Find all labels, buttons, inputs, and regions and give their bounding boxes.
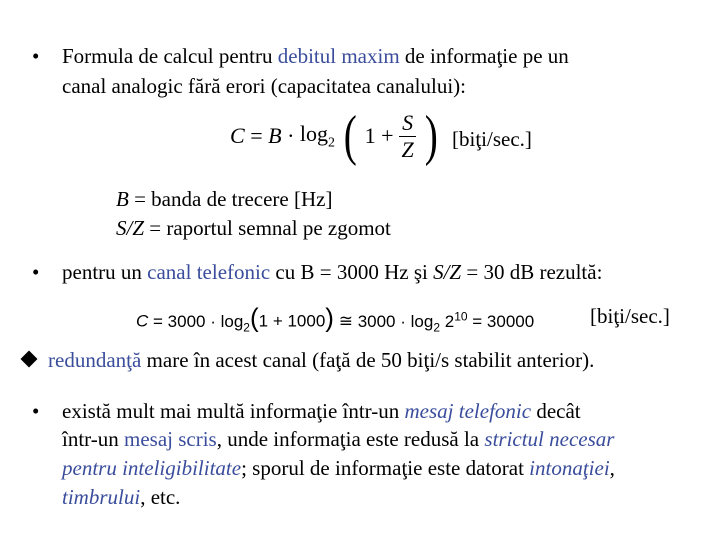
f1-Z: Z [401, 136, 414, 162]
bullet-2-dot: • [32, 260, 40, 284]
b4-term-intonatiei: intonaţiei [529, 456, 610, 480]
f1-C: C [230, 123, 245, 148]
b4-term-mesaj-telefonic: mesaj telefonic [404, 399, 532, 423]
f1-one: 1 [364, 123, 376, 148]
b2-SZ: S/Z [433, 260, 462, 284]
f2-expr1: = $3000 \cdot \log_2$ [153, 311, 250, 335]
definition-snr [116, 214, 391, 242]
b2-text-a: pentru un [62, 260, 148, 284]
b2-term-canal-telefonic: canal telefonic [147, 260, 271, 284]
square-bullet-icon [21, 351, 38, 368]
b1-text-c: de informaţie pe un [399, 44, 569, 68]
b2-text-c: cu B = 3000 Hz şi [270, 260, 434, 284]
f2-C: C [136, 311, 149, 331]
def-B-var: B [116, 187, 129, 211]
f1-B: B [268, 123, 282, 148]
b3-term-redundanta: redundanţă [48, 348, 142, 372]
b3-text: mare în acest canal (faţă de 50 biţi/s stabilit anterior). [141, 348, 595, 372]
b4-term-inteligibilitate: pentru inteligibilitate [62, 456, 242, 480]
f1-log: $\log_2$ [299, 120, 336, 151]
bullet-4-line-1 [62, 397, 581, 425]
bullet-1-dot: • [32, 44, 40, 68]
bullet-4-line-2 [62, 425, 614, 453]
f1-close-paren: ) [424, 105, 438, 167]
definition-bandwidth [116, 185, 332, 213]
b1-text-a: Formula de calcul pentru [62, 44, 278, 68]
f2-close-paren: ) [325, 302, 334, 333]
b4-term-timbrului: timbrului [62, 485, 141, 509]
formula-telephone-capacity [136, 300, 535, 335]
def-SZ-var: S/Z [116, 216, 145, 240]
f1-unit: [biţi/sec.] [452, 127, 532, 151]
bullet-4-line-4 [62, 483, 180, 511]
bullet-1-line-1 [62, 42, 569, 70]
b4-l3-text-b: ; sporul de informaţie este datorat [241, 456, 530, 480]
f1-fraction [399, 110, 416, 163]
b4-l3-comma: , [609, 456, 615, 480]
bullet-4-line-3 [62, 454, 615, 482]
b4-l1-text-a: există mult mai multă informaţie într-un [62, 399, 405, 423]
b1-term-debit-maxim: debitul maxim [277, 44, 400, 68]
b4-l1-text-c: decât [531, 399, 581, 423]
def-B-text: = banda de trecere [Hz] [128, 187, 333, 211]
bullet-4-dot: • [32, 399, 40, 423]
b4-term-strictul-necesar: strictul necesar [484, 427, 615, 451]
f1-S: S [399, 110, 416, 137]
bullet-3-line [48, 346, 594, 374]
b2-text-e: = 30 dB rezultă: [461, 260, 603, 284]
formula-capacity [230, 105, 440, 172]
b4-term-mesaj-scris: mesaj scris [124, 427, 217, 451]
b4-l4-text-b: , etc. [140, 485, 181, 509]
f2-open-paren: ( [249, 302, 259, 333]
b4-l2-text-a: într-un [62, 427, 124, 451]
f2-unit: [biţi/sec.] [590, 304, 670, 328]
f1-open-paren: ( [343, 105, 357, 167]
def-SZ-text: = raportul semnal pe zgomot [144, 216, 391, 240]
bullet-2-line [62, 258, 602, 286]
f2-approx: ≅ [338, 311, 353, 331]
f2-expr2: $3000 \cdot \log_2 2^{10} = 30000$ [357, 309, 535, 335]
b4-l2-text-c: , unde informaţia este redusă la [216, 427, 485, 451]
f1-plus: + [381, 123, 394, 148]
f1-dot: · [287, 123, 295, 148]
f1-eq: = [250, 123, 263, 148]
bullet-1-line-2: canal analogic fără erori (capacitatea canalului): [62, 74, 466, 98]
f2-inner: 1 + 1000 [258, 311, 326, 331]
